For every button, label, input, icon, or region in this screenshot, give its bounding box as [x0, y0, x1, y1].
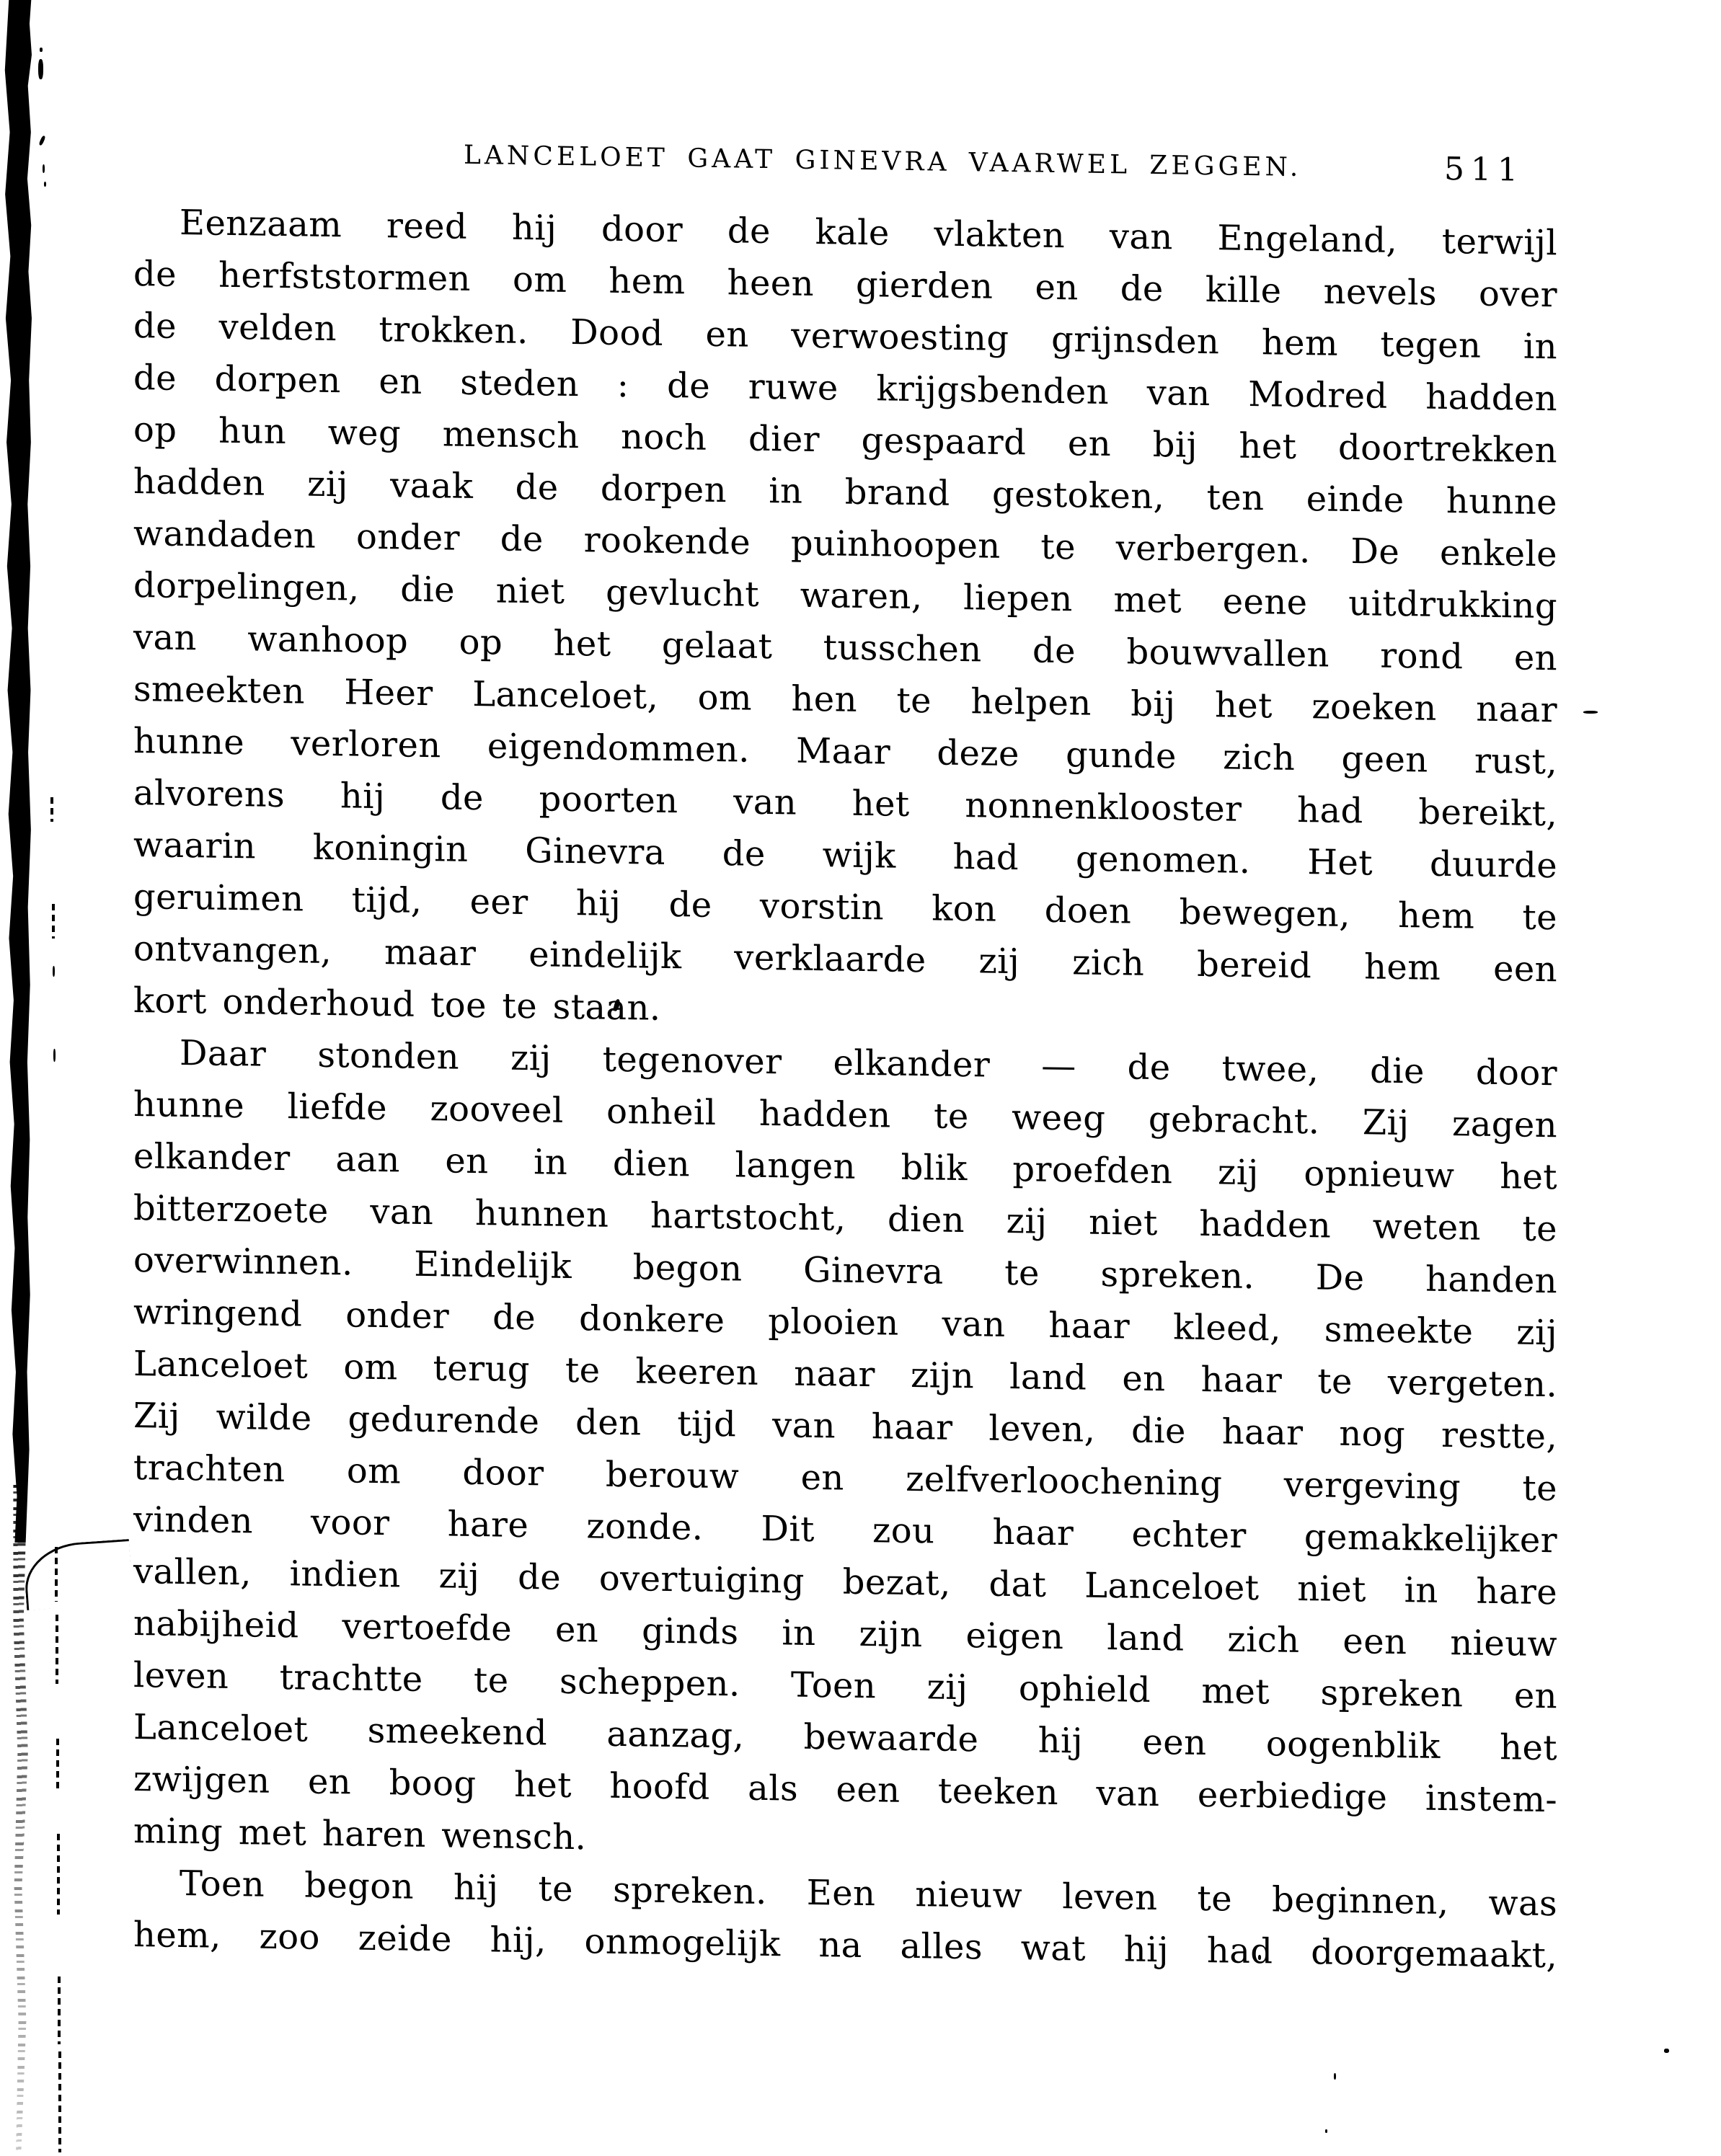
scan-artifact — [44, 182, 46, 187]
scan-artifact — [1583, 711, 1598, 714]
text-line: op hun weg mensch noch dier gespaard en bij het doortrekken — [133, 409, 1557, 471]
scan-gutter-bar — [4, 0, 32, 1543]
text-line: hadden zij vaak de dorpen in brand gestoken, ten einde hunne — [133, 461, 1557, 523]
scan-artifact — [52, 904, 55, 939]
text-line: zwijgen en boog het hoofd als een teeken van eerbiedige instem- — [133, 1759, 1557, 1821]
text-line: kort onderhoud toe te staan. — [133, 980, 661, 1029]
text-line: leven trachtte te scheppen. Toen zij ophield met spreken en — [133, 1655, 1557, 1717]
text-line: dorpelingen, die niet gevlucht waren, liepen met eene uitdrukking — [133, 565, 1557, 627]
scan-artifact — [38, 59, 43, 79]
text-line: Zij wilde gedurende den tijd van haar leven, die haar nog restte, — [133, 1396, 1557, 1458]
scan-artifact — [53, 966, 55, 977]
text-line: trachten om door berouw en zelfverloochening vergeving te — [133, 1447, 1557, 1509]
text-line: elkander aan en in dien langen blik proefden zij opnieuw het — [133, 1136, 1557, 1198]
text-line: van wanhoop op het gelaat tusschen de bouwvallen rond en — [133, 617, 1557, 679]
text-line: Daar stonden zij tegenover elkander — de twee, die door — [180, 1032, 1557, 1094]
text-line: hunne liefde zooveel onheil hadden te weeg gebracht. Zij zagen — [133, 1084, 1557, 1146]
text-line: de velden trokken. Dood en verwoesting grijnsden hem tegen in — [133, 306, 1557, 368]
scan-artifact — [53, 1049, 56, 1062]
text-line: Toen begon hij te spreken. Een nieuw leven te beginnen, was — [180, 1863, 1557, 1925]
scan-artifact — [50, 797, 53, 822]
text-line: smeekten Heer Lanceloet, om hen te helpen bij het zoeken naar — [133, 669, 1557, 731]
page-content — [133, 136, 1557, 1982]
text-line: vallen, indien zij de overtuiging bezat, dat Lanceloet niet in hare — [133, 1551, 1557, 1613]
scan-artifact — [1334, 2073, 1336, 2080]
scan-artifact — [58, 1977, 61, 2044]
text-line: de herfststormen om hem heen gierden en de kille nevels over — [133, 254, 1557, 316]
scan-artifact — [57, 1834, 60, 1915]
scan-artifact — [40, 48, 43, 52]
text-line: hem, zoo zeide hij, onmogelijk na alles wat hij had doorgemaakt, — [133, 1915, 1557, 1977]
text-line: ontvangen, maar eindelijk verklaarde zij zich bereid hem een — [133, 928, 1557, 990]
text-line: wringend onder de donkere plooien van haar kleed, smeekte zij — [133, 1292, 1557, 1354]
scan-artifact — [38, 136, 45, 146]
text-line: alvorens hij de poorten van het nonnenklooster had bereikt, — [133, 773, 1557, 835]
page-number: 511 — [1444, 150, 1524, 189]
text-line: Lanceloet smeekend aanzag, bewaarde hij een oogenblik het — [133, 1707, 1557, 1769]
text-line: bitterzoete van hunnen hartstocht, dien zij niet hadden weten te — [133, 1188, 1557, 1250]
text-line: overwinnen. Eindelijk begon Ginevra te spreken. De handen — [133, 1240, 1557, 1302]
scan-artifact — [58, 2051, 61, 2152]
scan-artifact — [1325, 2129, 1327, 2133]
text-line: vinden voor hare zonde. Dit zou haar echter gemakkelijker — [133, 1499, 1557, 1561]
scan-artifact — [1664, 2049, 1669, 2053]
text-line: geruimen tijd, eer hij de vorstin kon doen bewegen, hem te — [133, 877, 1557, 939]
scan-artifact — [22, 1539, 133, 1610]
running-title: LANCELOET GAAT GINEVRA VAARWEL ZEGGEN. — [464, 140, 1302, 183]
text-line: de dorpen en steden : de ruwe krijgsbenden van Modred hadden — [133, 358, 1557, 420]
page-header — [133, 136, 1557, 198]
text-line: waarin koningin Ginevra de wijk had genomen. Het duurde — [133, 825, 1557, 887]
text-line: wandaden onder de rookende puinhoopen te verbergen. De enkele — [133, 513, 1557, 575]
text-line: ming met haren wensch. — [133, 1811, 587, 1858]
text-line: Lanceloet om terug te keeren naar zijn land en haar te vergeten. — [133, 1344, 1557, 1406]
scan-artifact — [56, 1615, 58, 1684]
text-line: Eenzaam reed hij door de kale vlakten van Engeland, terwijl — [180, 202, 1557, 264]
scan-artifact — [56, 1739, 59, 1791]
body-text — [133, 196, 1557, 1982]
scan-artifact — [43, 164, 45, 173]
text-line: hunne verloren eigendommen. Maar deze gunde zich geen rust, — [133, 721, 1557, 783]
text-line: nabijheid vertoefde en ginds in zijn eigen land zich een nieuw — [133, 1603, 1557, 1665]
